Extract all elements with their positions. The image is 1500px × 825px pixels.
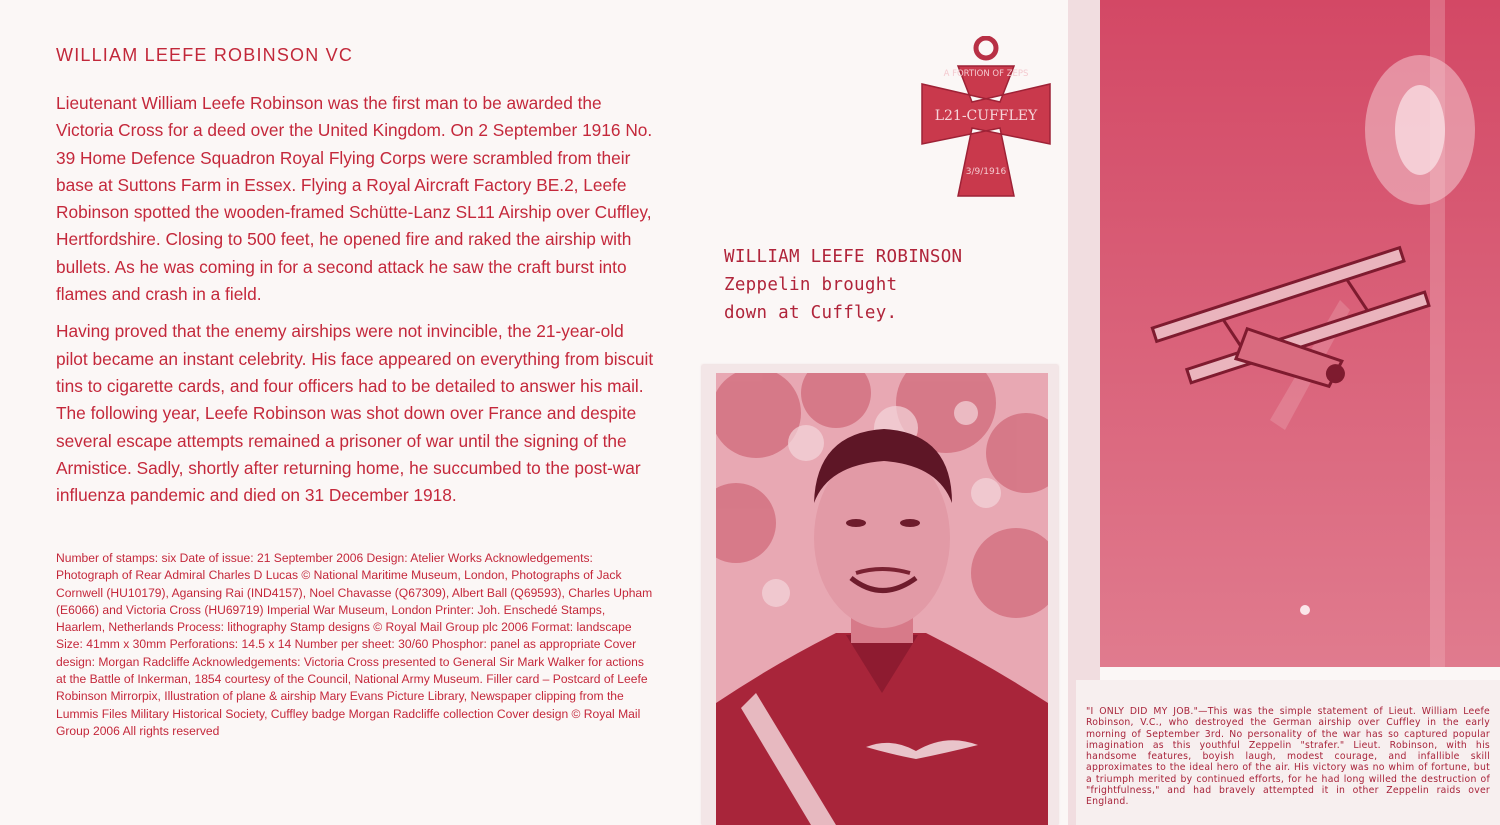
pilot-portrait-photo (702, 365, 1058, 825)
cuffley-medal-badge (918, 36, 1054, 198)
medal-top-text: A FORTION OF ZEPS (943, 69, 1029, 79)
caption-line-1: WILLIAM LEEFE ROBINSON (724, 247, 963, 267)
paragraph-1: Lieutenant William Leefe Robinson was the first man to be awarded the Victoria Cross for a deed over the United Kingdom. On 2 September 1916 No. 39 Home Defence Squadron Royal Flying Corps were scrambled from their base at Suttons Farm in Essex. Flying a Royal Aircraft Factory BE.2, Leefe Robinson spotted the wooden-framed Schütte-Lanz SL11 Airship over Cuffley, Hertfordshire. Closing to 500 feet, he opened fire and raked the airship with bullets. As he was coming in for a second attack he saw the craft burst into flames and crash in a field. (56, 93, 653, 305)
clipping-text: "I ONLY DID MY JOB."—This was the simple statement of Lieut. William Leefe Robinson, V.C., who destroyed the German airship over Cuffley in the early morning of September 3rd. No personality of the war has so captured popular imagination as this youthful Zeppelin "strafer." Lieut. Robinson, with his handsome features, boyish laugh, modest courage, and infallible skill approximates to the ideal hero of the air. His victory was no whim of fortune, but a triumph merited by continued efforts, for he had long willed the destruction of "frightfulness," and had bravely attempted it in other Zeppelin raids over England. (1086, 706, 1490, 808)
caption-line-3: down at Cuffley. (724, 303, 898, 323)
paragraph-2: Having proved that the enemy airships were not invincible, the 21-year-old pilot became an instant celebrity. His face appeared on everything from biscuit tins to cigarette cards, and four officers had to be detailed to answer his mail. The following year, Leefe Robinson was shot down over France and despite several escape attempts remained a prisoner of war until the signing of the Armistice. Sadly, shortly after returning home, he succumbed to the post-war influenza pandemic and died on 31 December 1918. (56, 321, 654, 506)
credits-text: Number of stamps: six Date of issue: 21 September 2006 Design: Atelier Works Acknowledgements: Photograph of Rear Admiral Charles D Lucas © National Maritime Museum, London, Photographs of Jack Cornwell (HU10179), Agansing Rai (IND4157), Noel Chavasse (Q67309), Albert Ball (Q69593), Charles Upham (E6066) and Victoria Cross (HU69719) Imperial War Museum, London Printer: Joh. Enschedé Stamps, Haarlem, Netherlands Process: lithography Stamp designs © Royal Mail Group plc 2006 Format: landscape Size: 41mm x 30mm Perforations: 14.5 x 14 Number per sheet: 30/60 Phosphor: panel as appropriate Cover design: Morgan Radcliffe Acknowledgements: Victoria Cross presented to General Sir Mark Walker for actions at the Battle of Inkerman, 1854 courtesy of the Council, National Army Museum. Filler card – Postcard of Leefe Robinson Mirrorpix, Illustration of plane & airship Mary Evans Picture Library, Newspaper clipping from the Lummis Files Military Historical Society, Cuffley badge Morgan Radcliffe collection Cover design © Royal Mail Group 2006 All rights reserved (56, 551, 653, 738)
body-text (56, 90, 656, 519)
medal-date-text: 3/9/1916 (965, 167, 1007, 177)
stamped-caption (724, 243, 962, 327)
newspaper-clipping (1076, 680, 1500, 825)
page-title: WILLIAM LEEFE ROBINSON VC (56, 45, 354, 65)
medal-bar-text: L21-CUFFLEY (934, 108, 1038, 124)
caption-line-2: Zeppelin brought (724, 275, 898, 295)
biplane-airship-illustration (1100, 0, 1500, 667)
